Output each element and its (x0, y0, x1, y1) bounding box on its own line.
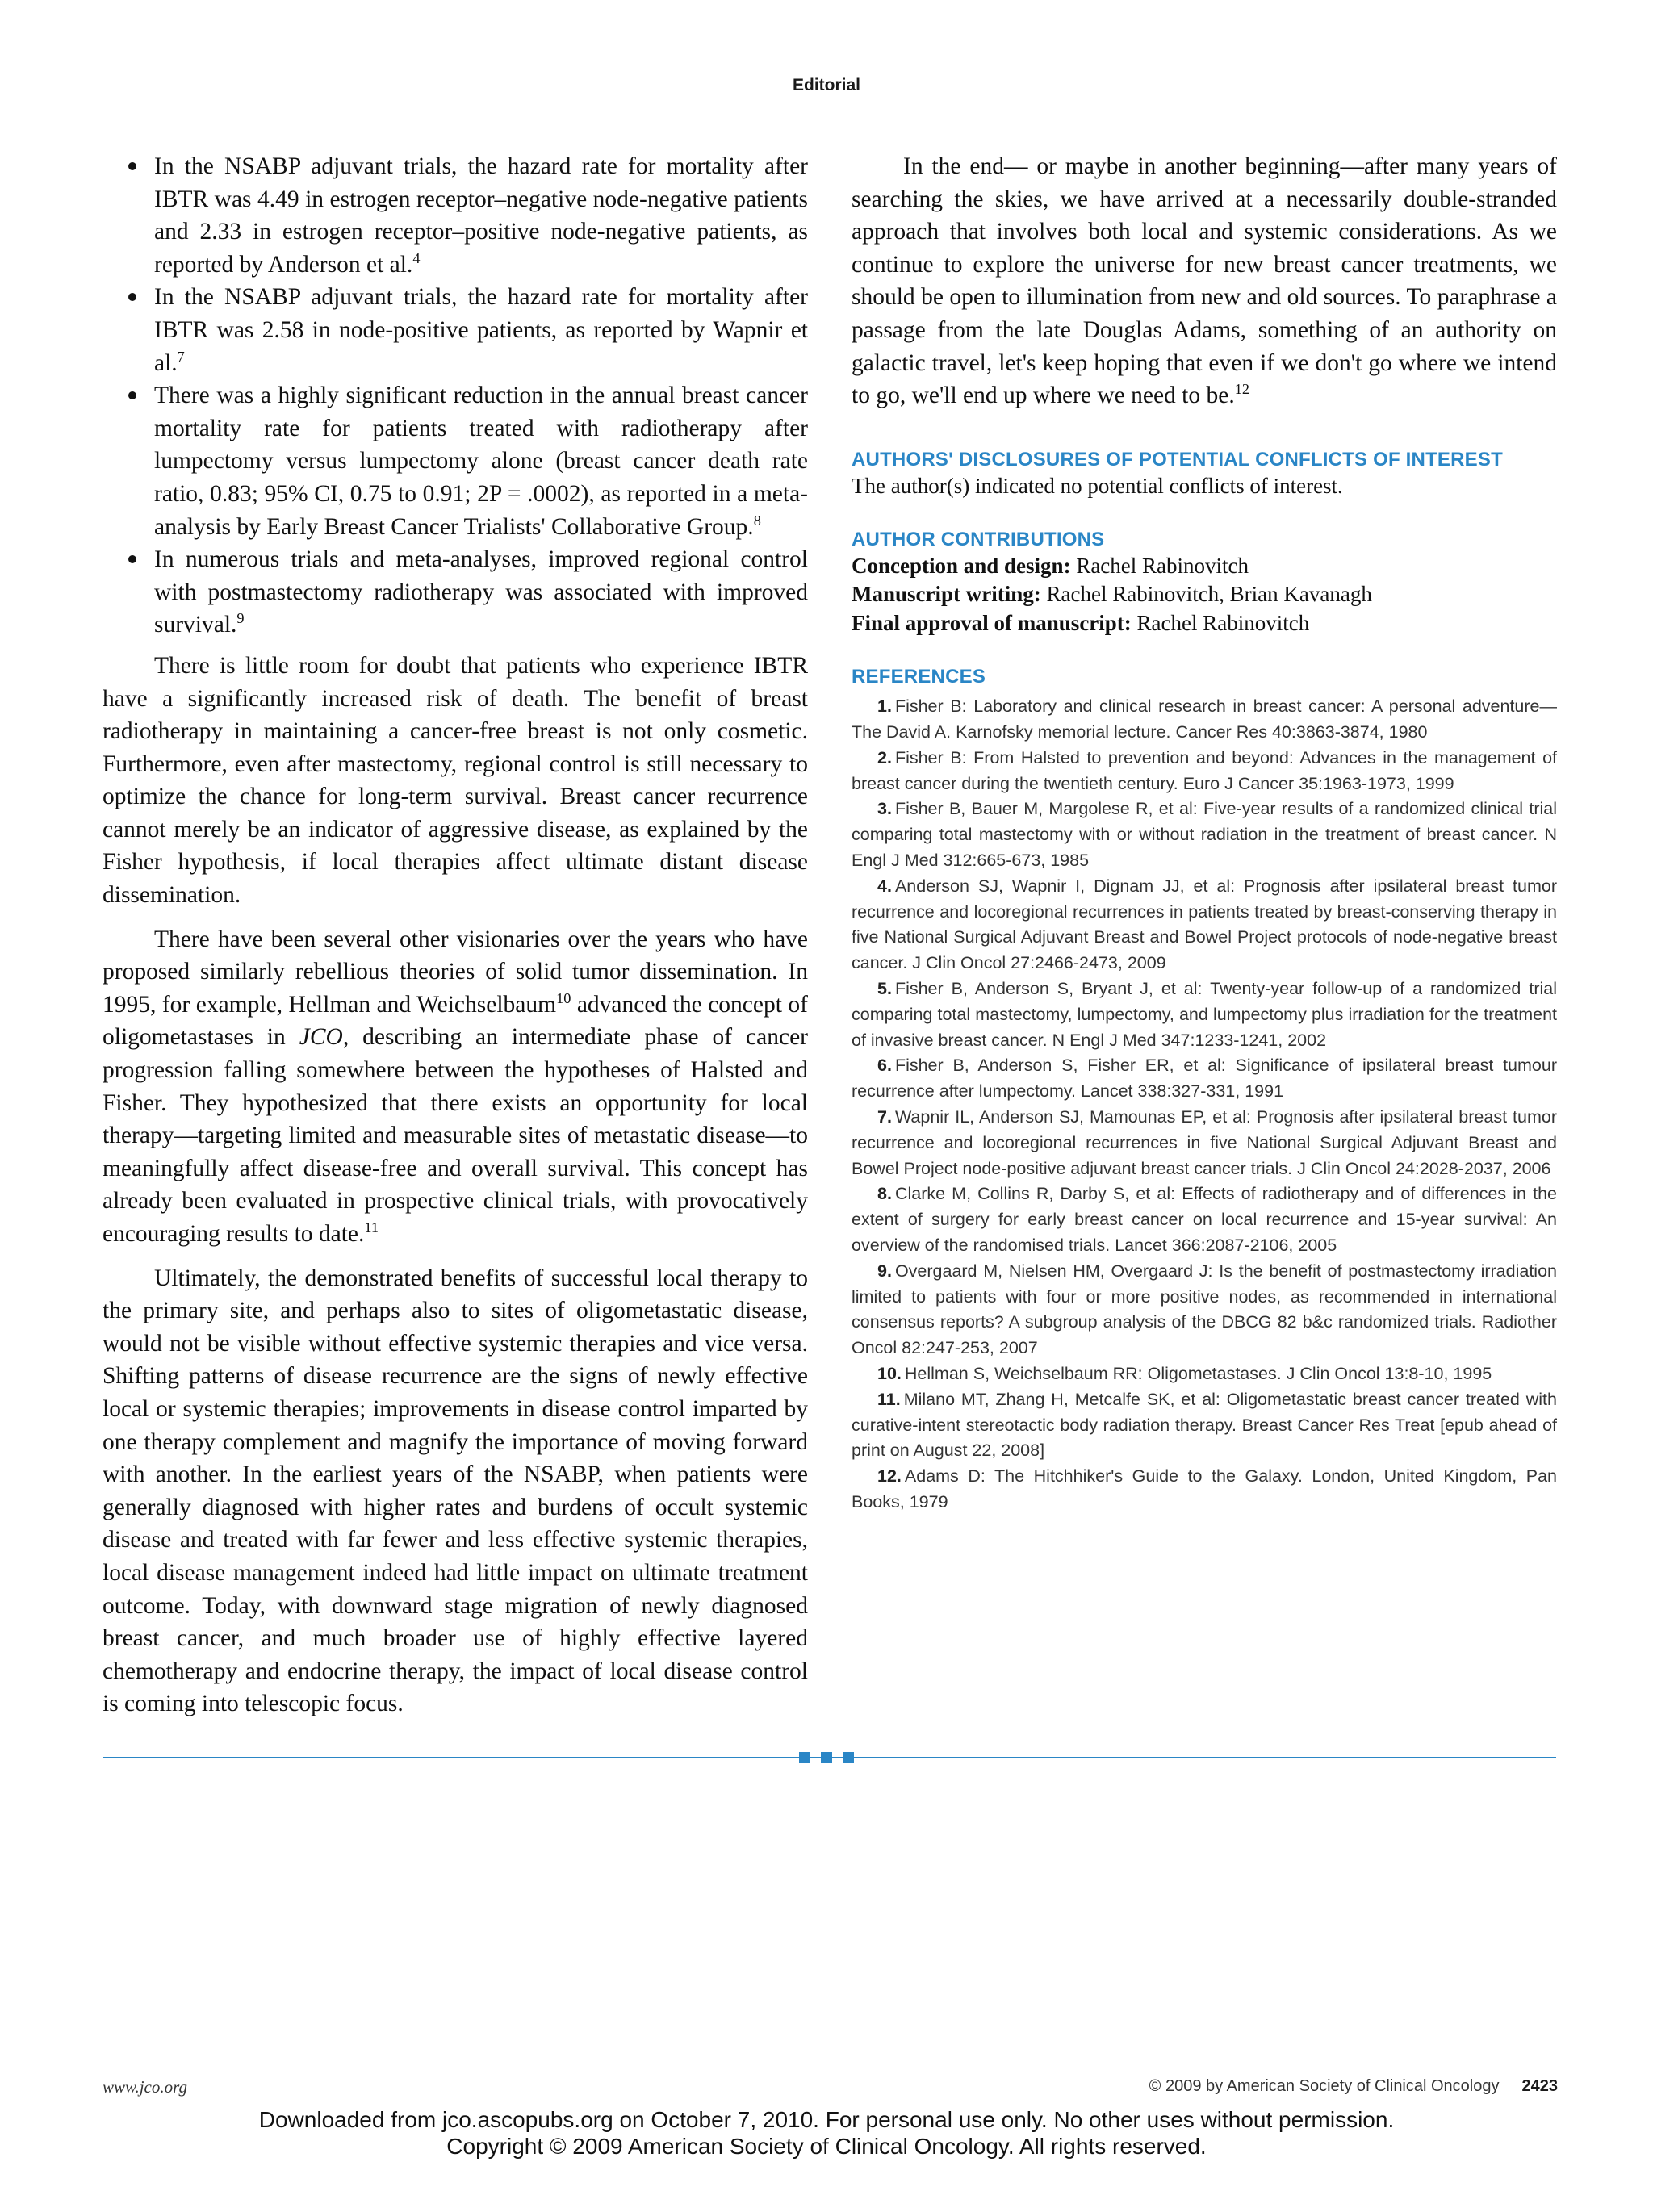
references-heading: REFERENCES (852, 666, 986, 688)
disclosures-heading: AUTHORS' DISCLOSURES OF POTENTIAL CONFLICTS OF INTEREST (852, 448, 1503, 470)
contributions-heading: AUTHOR CONTRIBUTIONS (852, 528, 1105, 550)
body-paragraph: In the end— or maybe in another beginning—after many years of searching the skies, we have arrived at a necessarily double-stranded approach that involves both local and systemic considerations. As we continue to explore the universe for new breast cancer treatments, we should be open to illumination from new and old sources. To paraphrase a passage from the late Douglas Adams, something of an authority on galactic travel, let's keep hoping that even if we don't go where we intend to go, we'll end up where we need to be.$^{12}$ (852, 153, 1557, 409)
reference-item: 11. Milano MT, Zhang H, Metcalfe SK, et al: Oligometastatic breast cancer treated with curative-intent stereotactic body radiation therapy. Breast Cancer Res Treat [epub ahead of print on August 22, 2008] (852, 1389, 1557, 1461)
body-paragraph: There have been several other visionaries over the years who have proposed similarly rebellious theories of solid tumor dissemination. In 1995, for example, Hellman and Weichselbaum$^{10}$ advanced the concept of oligometastases in JCO, describing an intermediate phase of cancer progression falling somewhere between the hypotheses of Halsted and Fisher. They hypothesized that there exists an opportunity for local therapy—targeting limited and measurable sites of metastatic disease—to meaningfully affect disease-free and overall survival. This concept has already been evaluated in prospective clinical trials, with provocatively encouraging results to date.$^{11}$ (103, 926, 808, 1247)
left-column (103, 150, 808, 1721)
contribution-row: Final approval of manuscript: Rachel Rabinovitch (852, 610, 1310, 635)
disclosures-text: The author(s) indicated no potential conflicts of interest. (852, 473, 1343, 498)
reference-item: 8. Clarke M, Collins R, Darby S, et al: Effects of radiotherapy and of differences in the extent of surgery for early breast cancer on local recurrence and 15-year survival: An overview of the randomised trials. Lancet 366:2087-2106, 2005 (852, 1184, 1557, 1255)
reference-item: 7. Wapnir IL, Anderson SJ, Mamounas EP, et al: Prognosis after ipsilateral breast tumor recurrence and locoregional recurrences in five National Surgical Adjuvant Breast and Bowel Project node-positive adjuvant breast cancer trials. J Clin Oncol 24:2028-2037, 2006 (852, 1107, 1557, 1178)
bullet-icon (128, 293, 136, 301)
contribution-row: Manuscript writing: Rachel Rabinovitch, Brian Kavanagh (852, 582, 1372, 607)
bullet-item: In the NSABP adjuvant trials, the hazard rate for mortality after IBTR was 4.49 in estrogen receptor–negative node-negative patients and 2.33 in estrogen receptor–positive node-negative patients, as reported by Anderson et al.$^4$ (103, 150, 808, 281)
bullet-item: There was a highly significant reduction in the annual breast cancer mortality rate for patients treated with radiotherapy after lumpectomy versus lumpectomy alone (breast cancer death rate ratio, 0.83; 95% CI, 0.75 to 0.91; 2P = .0002), as reported in a meta-analysis by Early Breast Cancer Trialists' Collaborative Group.$^8$ (103, 379, 808, 543)
divider-square-icon (821, 1752, 832, 1763)
footer-copyright: © 2009 by American Society of Clinical Oncology 2423 (1149, 2077, 1558, 2095)
download-notice: Downloaded from jco.ascopubs.org on October 7, 2010. For personal use only. No other uses without permission. (258, 2107, 1395, 2132)
citation-sup: 10 (556, 990, 571, 1007)
citation-sup: 9 (236, 610, 245, 627)
right-column (852, 150, 1557, 1516)
bullet-item: In numerous trials and meta-analyses, improved regional control with postmastectomy radiotherapy was associated with improved survival.$^9$ (103, 543, 808, 642)
citation-sup: 4 (412, 249, 421, 266)
body-paragraph: There is little room for doubt that patients who experience IBTR have a significantly increased risk of death. The benefit of breast radiotherapy in maintaining a cancer-free breast is not only cosmetic. Furthermore, even after mastectomy, regional control is still necessary to optimize the chance for long-term survival. Breast cancer recurrence cannot merely be an indicator of aggressive disease, as explained by the Fisher hypothesis, if local therapies affect ultimate distant disease dissemination. (103, 652, 808, 909)
copyright-notice: Copyright © 2009 American Society of Clinical Oncology. All rights reserved. (446, 2134, 1207, 2159)
reference-item: 5. Fisher B, Anderson S, Bryant J, et al: Twenty-year follow-up of a randomized trial comparing total mastectomy, lumpectomy, and lumpectomy plus irradiation for the treatment of invasive breast cancer. N Engl J Med 347:1233-1241, 2002 (852, 979, 1557, 1050)
divider-square-icon (843, 1752, 854, 1763)
running-header: Editorial (792, 76, 860, 94)
bullet-icon (128, 391, 136, 399)
bullet-item: In the NSABP adjuvant trials, the hazard rate for mortality after IBTR was 2.58 in node-positive patients, as reported by Wapnir et al.$^7$ (103, 281, 808, 379)
reference-item: 12. Adams D: The Hitchhiker's Guide to the Galaxy. London, United Kingdom, Pan Books, 1979 (852, 1466, 1557, 1512)
reference-item: 6. Fisher B, Anderson S, Fisher ER, et al: Significance of ipsilateral breast tumour recurrence after lumpectomy. Lancet 338:327-331, 1991 (852, 1056, 1557, 1102)
reference-item: 10. Hellman S, Weichselbaum RR: Oligometastases. J Clin Oncol 13:8-10, 1995 (877, 1363, 1492, 1383)
journal-url: www.jco.org (103, 2077, 188, 2097)
contribution-row: Conception and design: Rachel Rabinovitch (852, 553, 1249, 578)
reference-item: 3. Fisher B, Bauer M, Margolese R, et al: Five-year results of a randomized clinical trial comparing total mastectomy with or without radiation in the treatment of breast cancer. N Engl J Med 312:665-673, 1985 (852, 799, 1557, 871)
reference-item: 2. Fisher B: From Halsted to prevention and beyond: Advances in the management of breast cancer during the twentieth century. Euro J Cancer 35:1963-1973, 1999 (852, 747, 1557, 793)
body-paragraph: Ultimately, the demonstrated benefits of successful local therapy to the primary site, and perhaps also to sites of oligometastatic disease, would not be visible without effective systemic therapies and vice versa. Shifting patterns of disease recurrence are the signs of newly effective local or systemic therapies; improvements in disease control imparted by one therapy complement and magnify the importance of moving forward with another. In the earliest years of the NSABP, when patients were generally diagnosed with higher rates and burdens of occult systemic disease and treated with far fewer and less effective systemic therapies, local disease management indeed had little impact on ultimate treatment outcome. Today, with downward stage migration of newly diagnosed breast cancer, and much broader use of highly effective layered chemotherapy and endocrine therapy, the impact of local disease control is coming into telescopic focus. (103, 1265, 808, 1717)
reference-item: 4. Anderson SJ, Wapnir I, Dignam JJ, et al: Prognosis after ipsilateral breast tumor recurrence and locoregional recurrences in patients treated by breast-conserving therapy in five National Surgical Adjuvant Breast and Bowel Project protocols of node-negative breast cancer. J Clin Oncol 27:2466-2473, 2009 (852, 876, 1557, 973)
bullet-icon (128, 555, 136, 563)
citation-sup: 8 (753, 512, 761, 529)
bullet-list (103, 150, 808, 642)
bullet-icon (128, 162, 136, 170)
citation-sup: 12 (1234, 381, 1249, 398)
references-list (852, 694, 1557, 1516)
divider-square-icon (799, 1752, 810, 1763)
page-number: 2423 (1521, 2077, 1558, 2095)
reference-item: 1. Fisher B: Laboratory and clinical research in breast cancer: A personal adventure—The David A. Karnofsky memorial lecture. Cancer Res 40:3863-3874, 1980 (852, 696, 1557, 742)
citation-sup: 11 (364, 1219, 379, 1236)
citation-sup: 7 (177, 348, 185, 365)
reference-item: 9. Overgaard M, Nielsen HM, Overgaard J: Is the benefit of postmastectomy irradiation limited to patients with four or more positive nodes, as recommended in international consensus reports? A subgroup analysis of the DBCG 82 b&c randomized trials. Radiother Oncol 82:247-253, 2007 (852, 1261, 1557, 1358)
